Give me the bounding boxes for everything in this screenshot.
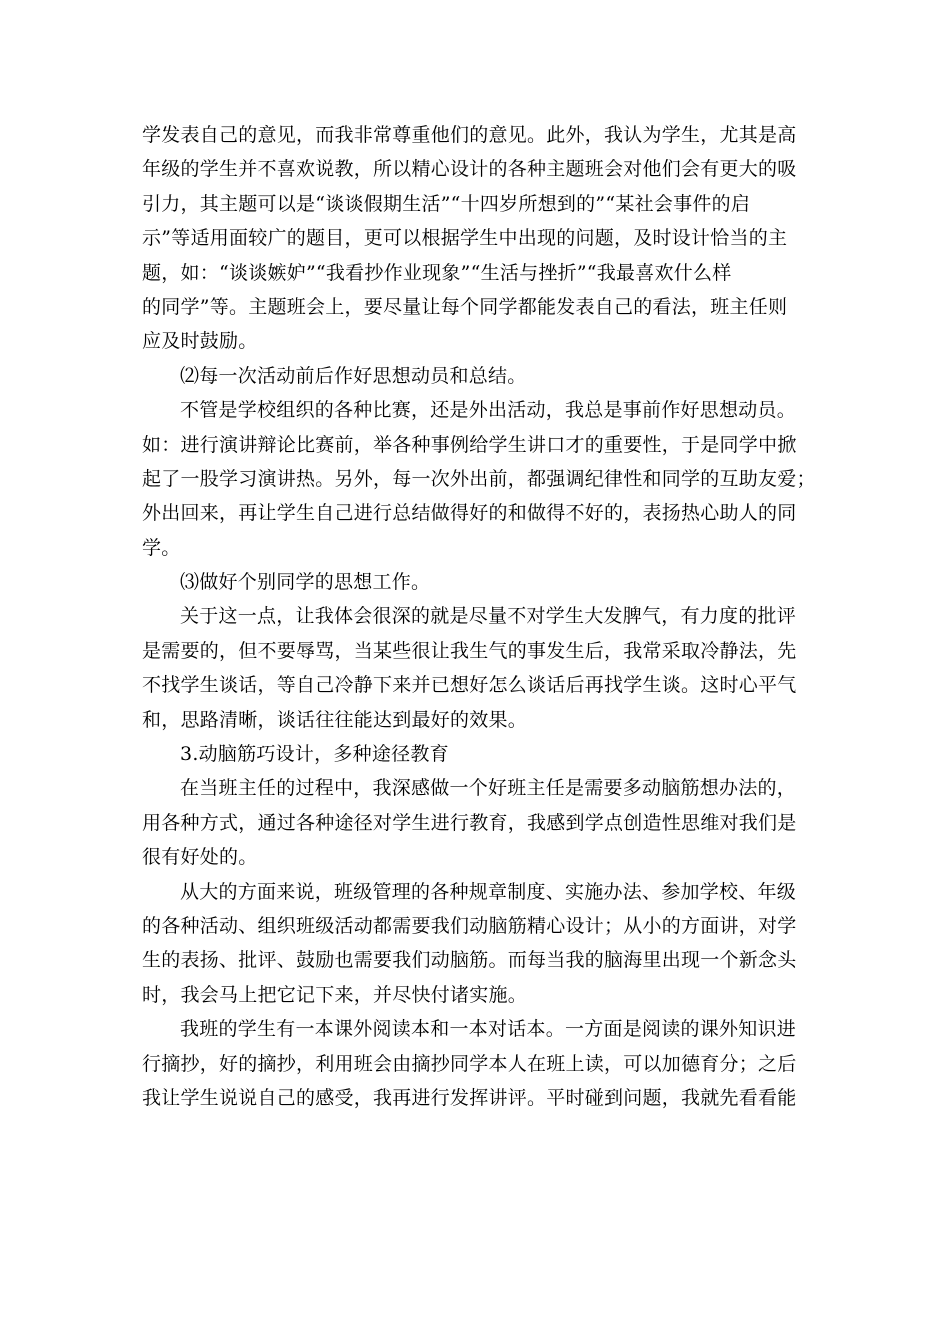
text-line: 很有好处的。 <box>142 846 258 869</box>
text-line: 的同学”等。主题班会上，要尽量让每个同学都能发表自己的看法，班主任则 <box>142 295 788 318</box>
text-line: 年级的学生并不喜欢说教，所以精心设计的各种主题班会对他们会有更大的吸 <box>142 158 797 181</box>
text-line: 从大的方面来说，班级管理的各种规章制度、实施办法、参加学校、年级 <box>180 880 797 903</box>
text-line: 生的表扬、批评、鼓励也需要我们动脑筋。而每当我的脑海里出现一个新念头 <box>142 949 797 972</box>
text-line: 是需要的，但不要辱骂，当某些很让我生气的事发生后，我常采取冷静法，先 <box>142 639 797 662</box>
text-line: ⑶做好个别同学的思想工作。 <box>180 571 431 594</box>
text-line: 我让学生说说自己的感受，我再进行发挥讲评。平时碰到问题，我就先看看能 <box>142 1086 797 1109</box>
text-line: 应及时鼓励。 <box>142 330 258 353</box>
text-line: 用各种方式，通过各种途径对学生进行教育，我感到学点创造性思维对我们是 <box>142 811 797 834</box>
text-line: 行摘抄，好的摘抄，利用班会由摘抄同学本人在班上读，可以加德育分；之后 <box>142 1052 797 1075</box>
text-line: 不管是学校组织的各种比赛，还是外出活动，我总是事前作好思想动员。 <box>180 399 797 422</box>
text-line: 和，思路清晰，谈话往往能达到最好的效果。 <box>142 708 528 731</box>
text-line: 起了一股学习演讲热。另外，每一次外出前，都强调纪律性和同学的互助友爱； <box>142 467 816 490</box>
text-line: 在当班主任的过程中，我深感做一个好班主任是需要多动脑筋想办法的， <box>180 777 797 800</box>
text-line: 关于这一点，让我体会很深的就是尽量不对学生大发脾气，有力度的批评 <box>180 605 797 628</box>
text-line: 示”等适用面较广的题目，更可以根据学生中出现的问题，及时设计恰当的主 <box>142 227 788 250</box>
text-line: ⑵每一次活动前后作好思想动员和总结。 <box>180 364 527 387</box>
text-line: 如：进行演讲辩论比赛前，举各种事例给学生讲口才的重要性，于是同学中掀 <box>142 433 797 456</box>
text-line: 3.动脑筋巧设计，多种途径教育 <box>180 743 449 766</box>
text-line: 题，如：“谈谈嫉妒”“我看抄作业现象”“生活与挫折”“我最喜欢什么样 <box>142 261 732 284</box>
text-line: 引力，其主题可以是“谈谈假期生活”“十四岁所想到的”“某社会事件的启 <box>142 192 751 215</box>
text-line: 学。 <box>142 536 181 559</box>
text-line: 外出回来，再让学生自己进行总结做得好的和做得不好的，表扬热心助人的同 <box>142 502 797 525</box>
text-line: 的各种活动、组织班级活动都需要我们动脑筋精心设计；从小的方面讲，对学 <box>142 914 797 937</box>
text-line: 时，我会马上把它记下来，并尽快付诸实施。 <box>142 983 528 1006</box>
text-line: 不找学生谈话，等自己冷静下来并已想好怎么谈话后再找学生谈。这时心平气 <box>142 674 797 697</box>
text-line: 学发表自己的意见，而我非常尊重他们的意见。此外，我认为学生，尤其是高 <box>142 124 797 146</box>
text-line: 我班的学生有一本课外阅读本和一本对话本。一方面是阅读的课外知识进 <box>180 1018 797 1041</box>
document-page <box>142 118 816 1115</box>
